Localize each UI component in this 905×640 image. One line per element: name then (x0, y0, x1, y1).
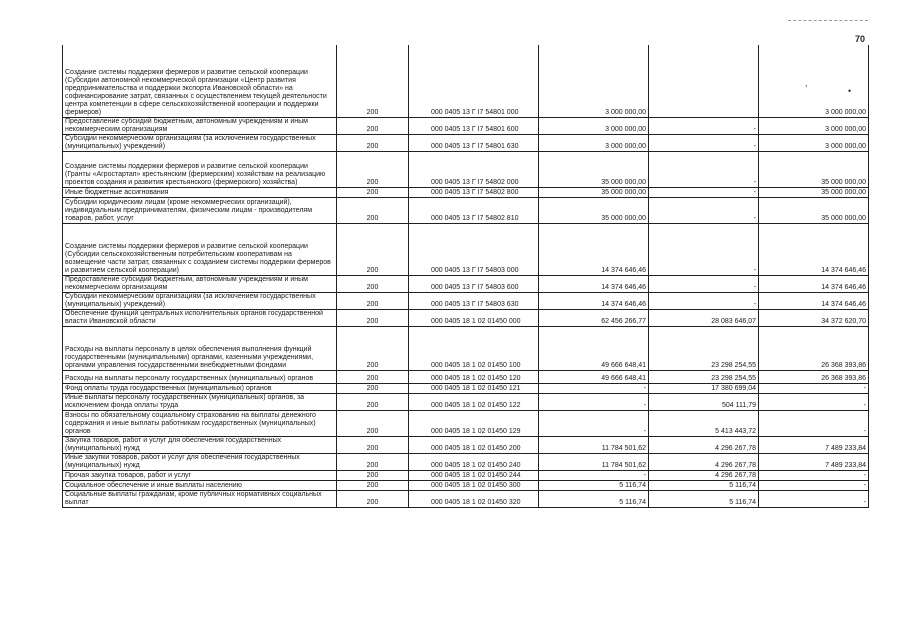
row-approved-cell: 5 116,74 (539, 490, 649, 507)
table-row (63, 470, 869, 480)
row-remaining-cell: - (759, 410, 869, 436)
row-executed-cell: 504 111,79 (649, 393, 759, 410)
row-executed-cell: 4 296 267,78 (649, 436, 759, 453)
row-line-code-cell: 200 (337, 490, 409, 507)
row-approved-cell: 49 666 648,41 (539, 370, 649, 383)
row-name-cell: Субсидии юридическим лицам (кроме некоммерческих организаций), индивидуальным предпринимателям, физическим лицам - производителям товаров, работ, услуг (63, 197, 337, 223)
row-budget-code-cell: 000 0405 18 1 02 01450 300 (409, 480, 539, 490)
row-budget-code-cell: 000 0405 13 Г I7 54803 630 (409, 292, 539, 309)
row-line-code-cell: 200 (337, 197, 409, 223)
row-executed-cell: 23 298 254,55 (649, 370, 759, 383)
table-row (63, 275, 869, 292)
row-approved-cell: 14 374 646,46 (539, 292, 649, 309)
row-budget-code-cell: 000 0405 18 1 02 01450 320 (409, 490, 539, 507)
table-row (63, 134, 869, 151)
row-budget-code-cell: 000 0405 18 1 02 01450 200 (409, 436, 539, 453)
table-row (63, 370, 869, 383)
row-name-cell: Иные выплаты персоналу государственных (муниципальных) органов, за исключением фонда оплаты труда (63, 393, 337, 410)
row-line-code-cell: 200 (337, 275, 409, 292)
row-name-cell: Создание системы поддержки фермеров и развитие сельской кооперации (Субсидии автономной некоммерческой организации «Центр развития предпринимательства и поддержки экспорта Ивановской области» на софинансирование затрат, связанных с осуществлением текущей деятельности центра компетенции в сфере сельскохозяйственной кооперации и поддержки фермеров) (63, 45, 337, 117)
row-approved-cell: - (539, 393, 649, 410)
row-remaining-cell: 34 372 620,70 (759, 309, 869, 326)
row-line-code-cell: 200 (337, 292, 409, 309)
row-line-code-cell: 200 (337, 309, 409, 326)
table-row (63, 292, 869, 309)
row-remaining-cell: 3 000 000,00 (759, 117, 869, 134)
row-executed-cell: - (649, 117, 759, 134)
row-line-code-cell: 200 (337, 223, 409, 275)
row-budget-code-cell: 000 0405 18 1 02 01450 122 (409, 393, 539, 410)
row-line-code-cell: 200 (337, 480, 409, 490)
row-name-cell: Обеспечение функций центральных исполнительных органов государственной власти Ивановской области (63, 309, 337, 326)
row-remaining-cell: - (759, 393, 869, 410)
row-approved-cell: 62 456 266,77 (539, 309, 649, 326)
table-row (63, 326, 869, 370)
row-executed-cell: - (649, 134, 759, 151)
table-row (63, 197, 869, 223)
row-executed-cell: - (649, 197, 759, 223)
row-budget-code-cell: 000 0405 13 Г I7 54801 000 (409, 45, 539, 117)
row-approved-cell: 35 000 000,00 (539, 151, 649, 187)
row-approved-cell: 35 000 000,00 (539, 197, 649, 223)
table-row (63, 151, 869, 187)
scan-speck: • (848, 86, 852, 96)
row-line-code-cell: 200 (337, 151, 409, 187)
row-budget-code-cell: 000 0405 18 1 02 01450 120 (409, 370, 539, 383)
row-name-cell: Расходы на выплаты персоналу в целях обеспечения выполнения функций государственными (муниципальными) органами, казенными учреждениями, органами управления государственными внебюджетными фондами (63, 326, 337, 370)
table-row (63, 410, 869, 436)
page-number: 70 (855, 34, 866, 44)
row-approved-cell: 35 000 000,00 (539, 187, 649, 197)
row-approved-cell: - (539, 383, 649, 393)
row-remaining-cell: 35 000 000,00 (759, 187, 869, 197)
table-row (63, 223, 869, 275)
row-approved-cell: 5 116,74 (539, 480, 649, 490)
row-name-cell: Закупка товаров, работ и услуг для обеспечения государственных (муниципальных) нужд (63, 436, 337, 453)
row-name-cell: Предоставление субсидий бюджетным, автономным учреждениям и иным некоммерческим организациям (63, 117, 337, 134)
row-approved-cell: 14 374 646,46 (539, 275, 649, 292)
row-name-cell: Социальные выплаты гражданам, кроме публичных нормативных социальных выплат (63, 490, 337, 507)
row-executed-cell: - (649, 275, 759, 292)
row-remaining-cell: 14 374 646,46 (759, 223, 869, 275)
row-remaining-cell: 14 374 646,46 (759, 275, 869, 292)
scan-speck: , (805, 78, 808, 88)
row-executed-cell: 28 083 646,07 (649, 309, 759, 326)
row-remaining-cell: 7 489 233,84 (759, 453, 869, 470)
row-budget-code-cell: 000 0405 13 Г I7 54803 000 (409, 223, 539, 275)
row-name-cell: Взносы по обязательному социальному страхованию на выплаты денежного содержания и иные выплаты работникам государственных (муниципальных) органов (63, 410, 337, 436)
table-row (63, 117, 869, 134)
row-name-cell: Фонд оплаты труда государственных (муниципальных) органов (63, 383, 337, 393)
row-budget-code-cell: 000 0405 18 1 02 01450 100 (409, 326, 539, 370)
row-remaining-cell: 3 000 000,00 (759, 134, 869, 151)
table-row (63, 393, 869, 410)
row-remaining-cell: - (759, 383, 869, 393)
row-approved-cell: 3 000 000,00 (539, 45, 649, 117)
row-approved-cell: - (539, 410, 649, 436)
row-remaining-cell: 7 489 233,84 (759, 436, 869, 453)
row-approved-cell: 11 784 501,62 (539, 453, 649, 470)
row-name-cell: Иные закупки товаров, работ и услуг для обеспечения государственных (муниципальных) нужд (63, 453, 337, 470)
row-budget-code-cell: 000 0405 13 Г I7 54801 630 (409, 134, 539, 151)
budget-table (62, 45, 868, 508)
table-row (63, 480, 869, 490)
row-executed-cell (649, 45, 759, 117)
row-remaining-cell: 35 000 000,00 (759, 151, 869, 187)
row-budget-code-cell: 000 0405 13 Г I7 54802 800 (409, 187, 539, 197)
row-remaining-cell: 14 374 646,46 (759, 292, 869, 309)
row-remaining-cell: 35 000 000,00 (759, 197, 869, 223)
row-line-code-cell: 200 (337, 117, 409, 134)
row-name-cell: Субсидии некоммерческим организациям (за исключением государственных (муниципальных) учреждений) (63, 134, 337, 151)
row-name-cell: Социальное обеспечение и иные выплаты населению (63, 480, 337, 490)
row-approved-cell: 3 000 000,00 (539, 117, 649, 134)
row-remaining-cell: - (759, 480, 869, 490)
scan-artifact (788, 20, 868, 21)
row-budget-code-cell: 000 0405 13 Г I7 54803 600 (409, 275, 539, 292)
row-budget-code-cell: 000 0405 13 Г I7 54802 000 (409, 151, 539, 187)
row-line-code-cell: 200 (337, 187, 409, 197)
row-approved-cell: 14 374 646,46 (539, 223, 649, 275)
row-executed-cell: 17 380 699,04 (649, 383, 759, 393)
row-executed-cell: 5 413 443,72 (649, 410, 759, 436)
row-executed-cell: 5 116,74 (649, 490, 759, 507)
table-row (63, 453, 869, 470)
row-executed-cell: 23 298 254,55 (649, 326, 759, 370)
row-line-code-cell: 200 (337, 134, 409, 151)
row-name-cell: Создание системы поддержки фермеров и развитие сельской кооперации (Гранты «Агростартап» крестьянским (фермерским) хозяйствам на реализацию проектов создания и развития крестьянского (фермерского) хозяйства) (63, 151, 337, 187)
table-row (63, 187, 869, 197)
row-name-cell: Создание системы поддержки фермеров и развитие сельской кооперации (Субсидии сельскохозяйственным потребительским кооперативам на возмещение части затрат, связанных с созданием системы поддержки фермеров и развитием сельской кооперации) (63, 223, 337, 275)
row-line-code-cell: 200 (337, 383, 409, 393)
row-executed-cell: - (649, 292, 759, 309)
row-approved-cell: 3 000 000,00 (539, 134, 649, 151)
row-name-cell: Иные бюджетные ассигнования (63, 187, 337, 197)
row-remaining-cell: 3 000 000,00 (759, 45, 869, 117)
row-line-code-cell: 200 (337, 45, 409, 117)
row-line-code-cell: 200 (337, 470, 409, 480)
table-row (63, 490, 869, 507)
row-name-cell: Прочая закупка товаров, работ и услуг (63, 470, 337, 480)
row-budget-code-cell: 000 0405 13 Г I7 54801 600 (409, 117, 539, 134)
row-line-code-cell: 200 (337, 393, 409, 410)
row-executed-cell: - (649, 223, 759, 275)
row-budget-code-cell: 000 0405 18 1 02 01450 240 (409, 453, 539, 470)
row-approved-cell: - (539, 470, 649, 480)
row-remaining-cell: - (759, 490, 869, 507)
row-remaining-cell: - (759, 470, 869, 480)
row-remaining-cell: 26 368 393,86 (759, 326, 869, 370)
table-row (63, 383, 869, 393)
row-executed-cell: - (649, 187, 759, 197)
row-budget-code-cell: 000 0405 18 1 02 01450 244 (409, 470, 539, 480)
row-approved-cell: 11 784 501,62 (539, 436, 649, 453)
row-budget-code-cell: 000 0405 18 1 02 01450 129 (409, 410, 539, 436)
row-line-code-cell: 200 (337, 453, 409, 470)
row-executed-cell: - (649, 151, 759, 187)
table-row (63, 309, 869, 326)
row-remaining-cell: 26 368 393,86 (759, 370, 869, 383)
row-budget-code-cell: 000 0405 18 1 02 01450 121 (409, 383, 539, 393)
row-approved-cell: 49 666 648,41 (539, 326, 649, 370)
table-row (63, 45, 869, 117)
row-line-code-cell: 200 (337, 436, 409, 453)
row-name-cell: Расходы на выплаты персоналу государственных (муниципальных) органов (63, 370, 337, 383)
row-line-code-cell: 200 (337, 410, 409, 436)
row-executed-cell: 5 116,74 (649, 480, 759, 490)
row-line-code-cell: 200 (337, 326, 409, 370)
row-line-code-cell: 200 (337, 370, 409, 383)
table-row (63, 436, 869, 453)
row-budget-code-cell: 000 0405 18 1 02 01450 000 (409, 309, 539, 326)
row-executed-cell: 4 296 267,78 (649, 453, 759, 470)
row-executed-cell: 4 296 267,78 (649, 470, 759, 480)
row-name-cell: Субсидии некоммерческим организациям (за исключением государственных (муниципальных) учреждений) (63, 292, 337, 309)
row-budget-code-cell: 000 0405 13 Г I7 54802 810 (409, 197, 539, 223)
row-name-cell: Предоставление субсидий бюджетным, автономным учреждениям и иным некоммерческим организациям (63, 275, 337, 292)
